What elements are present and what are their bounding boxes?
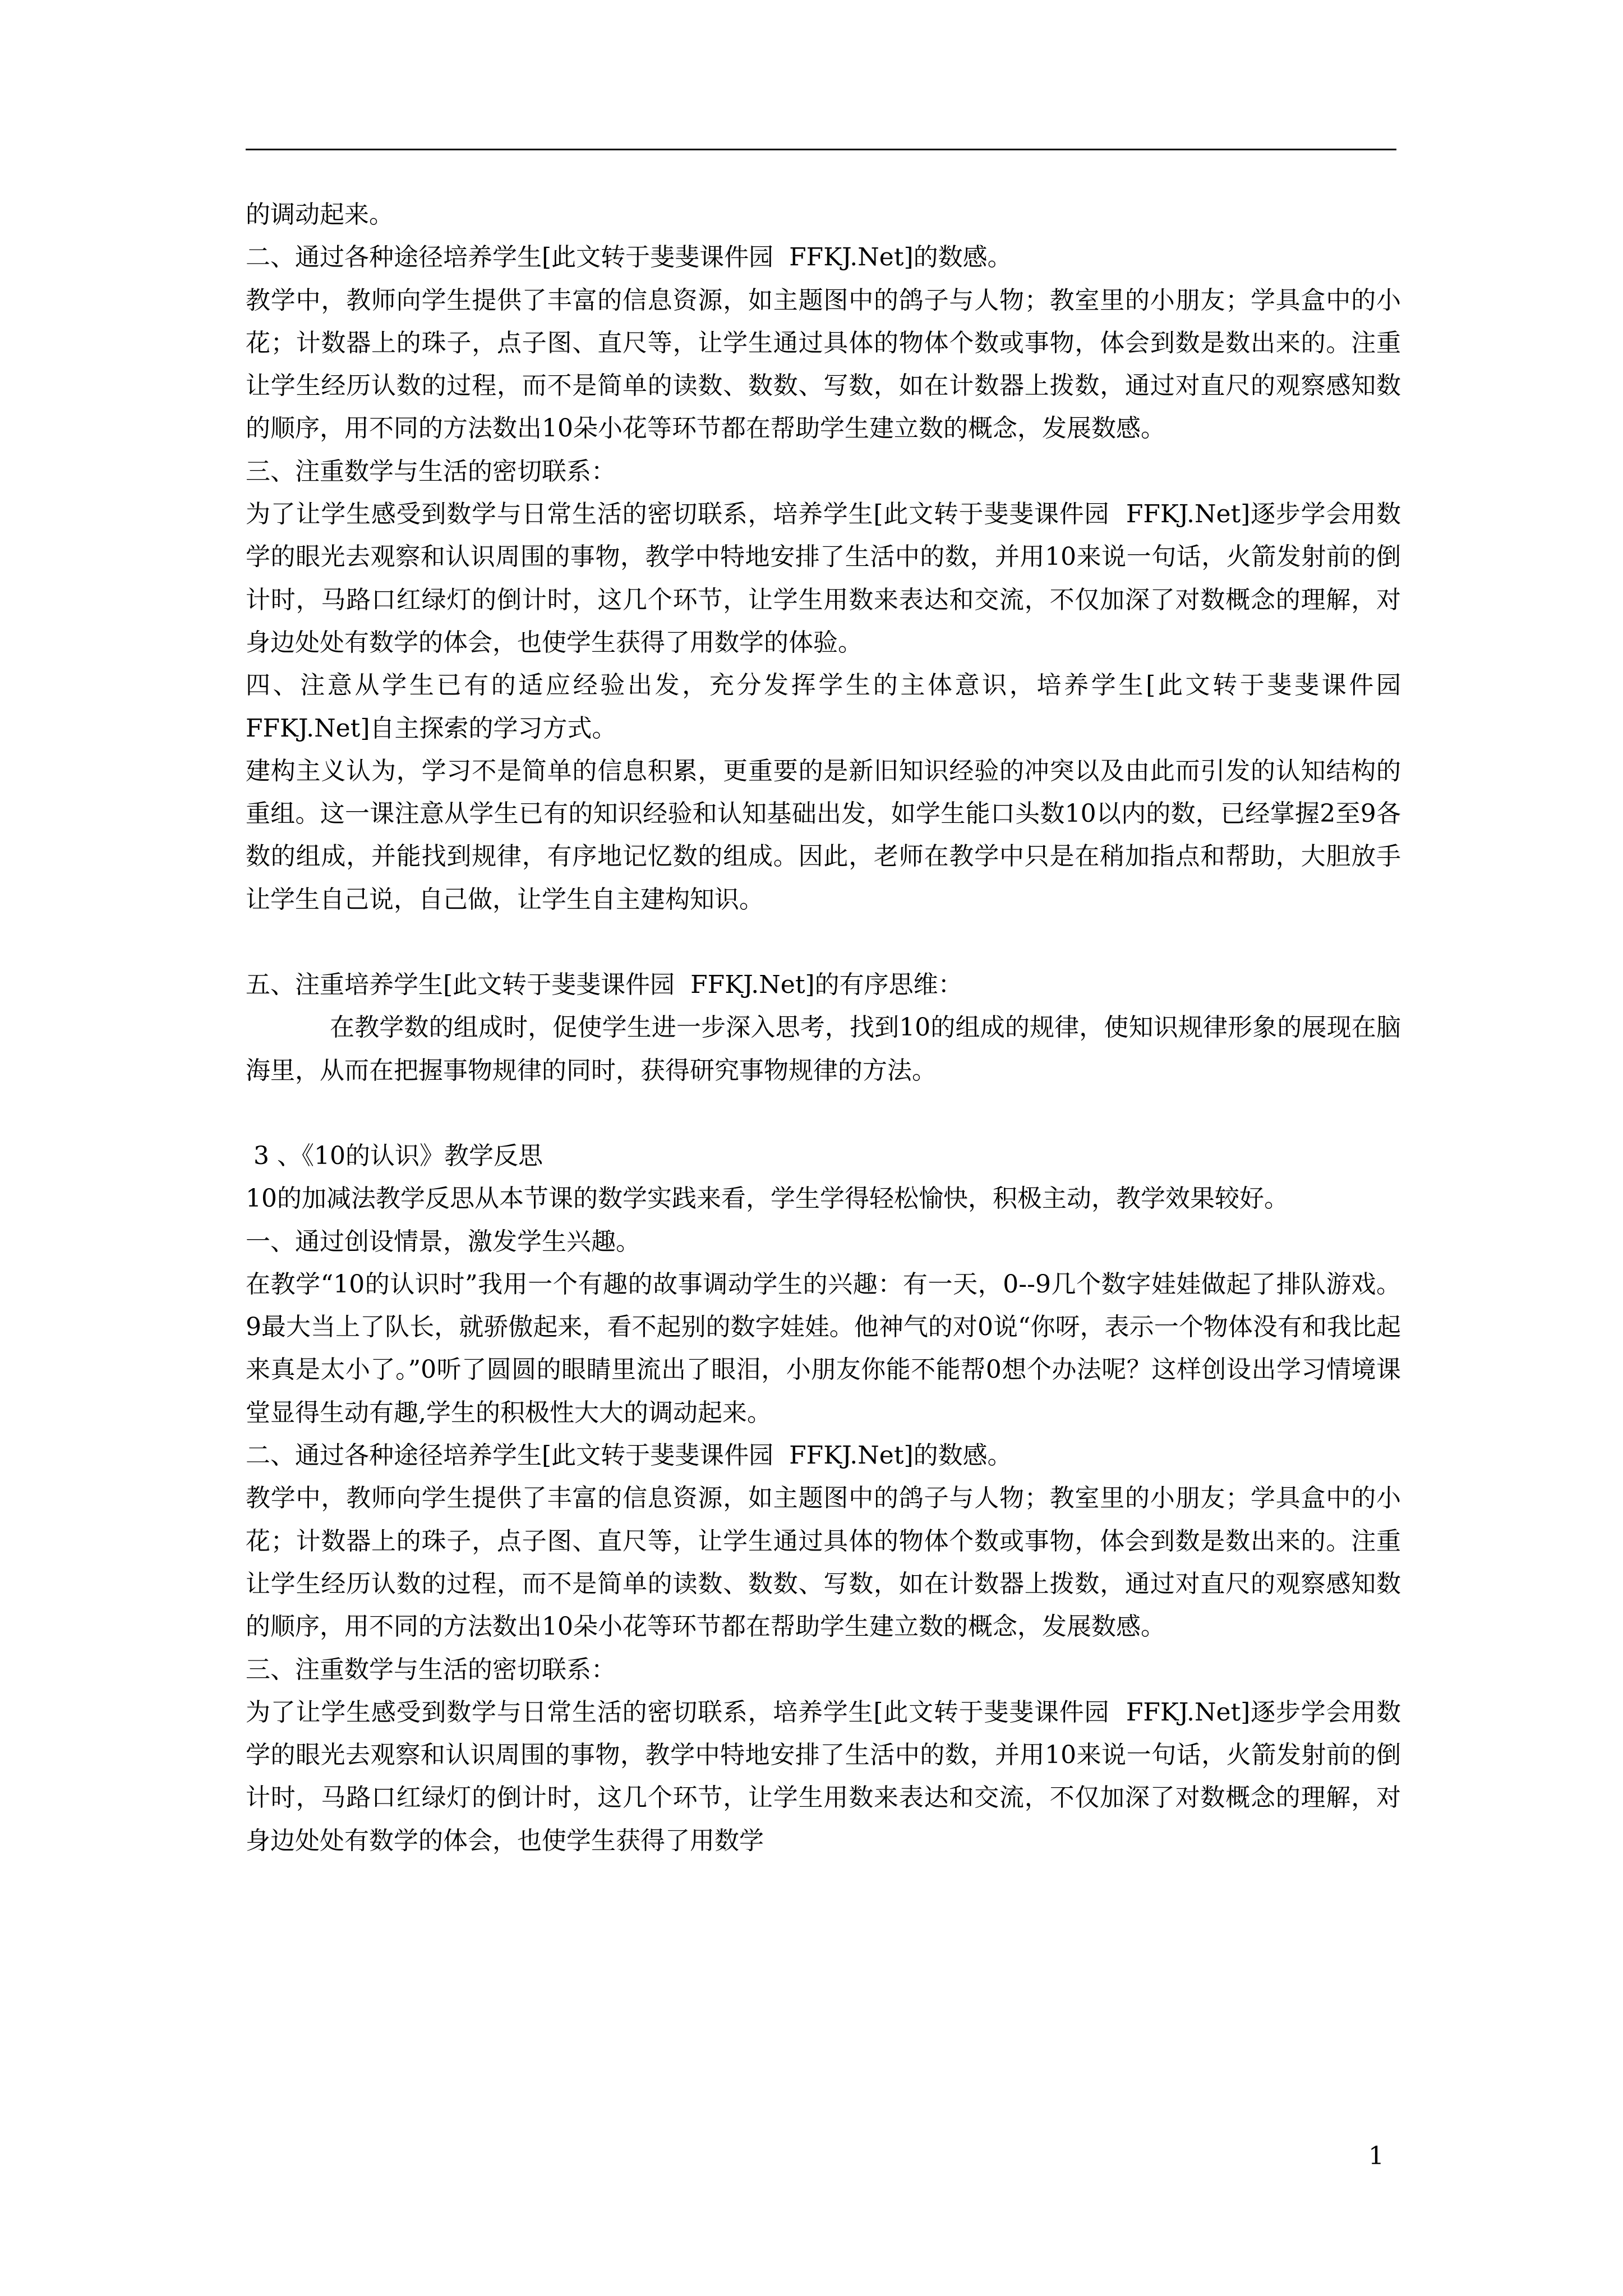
paragraph: 教学中，教师向学生提供了丰富的信息资源，如主题图中的鸽子与人物；教室里的小朋友；学具盒中的小花；计数器上的珠子，点子图、直尺等，让学生通过具体的物体个数或事物，体会到数是数出来的。注重让学生经历认数的过程，而不是简单的读数、数数、写数，如在计数器上拨数，通过对直尺的观察感知数的顺序，用不同的方法数出10朵小花等环节都在帮助学生建立数的概念，发展数感。 xyxy=(246,286,1401,443)
page-number: 1 xyxy=(1368,2142,1384,2170)
header-rule xyxy=(246,149,1396,150)
paragraph: 10的加减法教学反思从本节课的数学实践来看，学生学得轻松愉快，积极主动，教学效果较好。 xyxy=(246,1184,1289,1213)
paragraph: 的调动起来。 xyxy=(246,200,394,229)
article-title: 3 、《10的认识》教学反思 xyxy=(246,1141,543,1170)
section-heading: 四、注意从学生已有的适应经验出发，充分发挥学生的主体意识，培养学生[此文转于斐斐课件园 FFKJ.Net]自主探索的学习方式。 xyxy=(246,671,1417,743)
paragraph: 为了让学生感受到数学与日常生活的密切联系，培养学生[此文转于斐斐课件园 FFKJ.Net]逐步学会用数学的眼光去观察和认识周围的事物，教学中特地安排了生活中的数，并用10来说一句话，火箭发射前的倒计时，马路口红绿灯的倒计时，这几个环节，让学生用数来表达和交流，不仅加深了对数概念的理解，对身边处处有数学的体会，也使学生获得了用数学 xyxy=(246,1697,1401,1855)
section-heading: 一、通过创设情景，激发学生兴趣。 xyxy=(246,1227,640,1256)
blank-line xyxy=(246,921,1401,964)
blank-line xyxy=(246,1092,1401,1135)
paragraph: 建构主义认为，学习不是简单的信息积累，更重要的是新旧知识经验的冲突以及由此而引发的认知结构的重组。这一课注意从学生已有的知识经验和认知基础出发，如学生能口头数10以内的数，已经掌握2至9各数的组成，并能找到规律，有序地记忆数的组成。因此，老师在教学中只是在稍加指点和帮助，大胆放手让学生自己说，自己做，让学生自主建构知识。 xyxy=(246,756,1401,914)
paragraph: 为了让学生感受到数学与日常生活的密切联系，培养学生[此文转于斐斐课件园 FFKJ.Net]逐步学会用数学的眼光去观察和认识周围的事物，教学中特地安排了生活中的数，并用10来说一句话，火箭发射前的倒计时，马路口红绿灯的倒计时，这几个环节，让学生用数来表达和交流，不仅加深了对数概念的理解，对身边处处有数学的体会，也使学生获得了用数学的体验。 xyxy=(246,500,1401,657)
body-text xyxy=(246,194,1417,1862)
section-heading: 五、注重培养学生[此文转于斐斐课件园 FFKJ.Net]的有序思维： xyxy=(246,970,963,1000)
section-heading: 三、注重数学与生活的密切联系： xyxy=(246,1655,616,1684)
paragraph: 在教学“10的认识时”我用一个有趣的故事调动学生的兴趣：有一天，0--9几个数字娃娃做起了排队游戏。9最大当上了队长，就骄傲起来，看不起别的数字娃娃。他神气的对0说“你呀，表示一个物体没有和我比起来真是太小了。”0听了圆圆的眼睛里流出了眼泪，小朋友你能不能帮0想个办法呢？这样创设出学习情境课堂显得生动有趣,学生的积极性大大的调动起来。 xyxy=(246,1269,1401,1427)
paragraph: 在教学数的组成时，促使学生进一步深入思考，找到10的组成的规律，使知识规律形象的展现在脑海里，从而在把握事物规律的同时，获得研究事物规律的方法。 xyxy=(246,1013,1401,1085)
section-heading: 二、通过各种途径培养学生[此文转于斐斐课件园 FFKJ.Net]的数感。 xyxy=(246,243,1012,272)
section-heading: 二、通过各种途径培养学生[此文转于斐斐课件园 FFKJ.Net]的数感。 xyxy=(246,1441,1012,1470)
paragraph: 教学中，教师向学生提供了丰富的信息资源，如主题图中的鸽子与人物；教室里的小朋友；学具盒中的小花；计数器上的珠子，点子图、直尺等，让学生通过具体的物体个数或事物，体会到数是数出来的。注重让学生经历认数的过程，而不是简单的读数、数数、写数，如在计数器上拨数，通过对直尺的观察感知数的顺序，用不同的方法数出10朵小花等环节都在帮助学生建立数的概念，发展数感。 xyxy=(246,1484,1401,1641)
section-heading: 三、注重数学与生活的密切联系： xyxy=(246,457,616,486)
